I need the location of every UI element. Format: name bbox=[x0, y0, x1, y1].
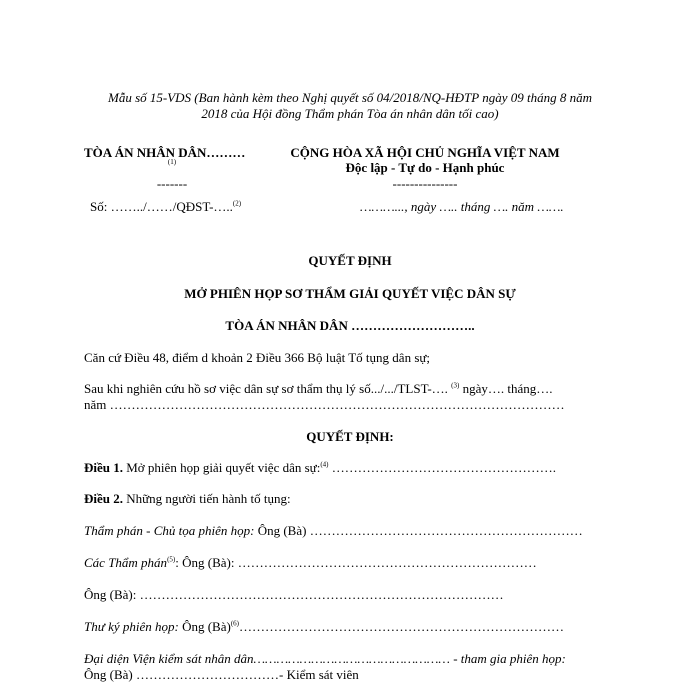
left-divider: ------- bbox=[156, 176, 188, 191]
judges-line: Các Thẩm phán$^{(5)}$: Ông (Bà): …………………………………………………………… bbox=[84, 555, 537, 570]
national-motto: Độc lập - Tự do - Hạnh phúc bbox=[345, 160, 505, 175]
clerk-line: Thư ký phiên họp: Ông (Bà)$^{(6)}$………………………………………………………………… bbox=[84, 619, 564, 634]
decision-heading: QUYẾT ĐỊNH: bbox=[306, 429, 394, 444]
procuracy-line: Đại diện Viện kiểm sát nhân dân…………………………………………… - tham gia phiên họp: bbox=[84, 651, 566, 666]
court-name: TÒA ÁN NHÂN DÂN……… bbox=[84, 145, 246, 160]
right-divider: --------------- bbox=[392, 176, 458, 191]
court-footnote: (1) bbox=[167, 158, 177, 166]
form-note-line-2: 2018 của Hội đồng Thẩm phán Tòa án nhân dân tối cao) bbox=[201, 106, 499, 121]
article-2: Điều 2. Những người tiến hành tố tụng: bbox=[84, 491, 291, 506]
article-1: Điều 1. Mở phiên họp giải quyết việc dân sự:$^{(4)}$ ……………………………………………. bbox=[84, 460, 557, 475]
second-judge-line: Ông (Bà): ………………………………………………………………………… bbox=[84, 587, 504, 602]
year-line: năm …………………………………………………………………………………………… bbox=[84, 397, 565, 412]
document-subtitle: MỞ PHIÊN HỌP SƠ THẨM GIẢI QUYẾT VIỆC DÂN SỰ bbox=[184, 286, 516, 301]
legal-basis: Căn cứ Điều 48, điểm d khoản 2 Điều 366 Bộ luật Tố tụng dân sự; bbox=[84, 350, 431, 365]
form-note-line-1: Mẫu số 15-VDS (Ban hành kèm theo Nghị quyết số 04/2018/NQ-HĐTP ngày 09 tháng 8 năm bbox=[108, 90, 592, 105]
issuing-court: TÒA ÁN NHÂN DÂN ……………………….. bbox=[225, 318, 475, 333]
document-title: QUYẾT ĐỊNH bbox=[308, 253, 392, 268]
date-line: ………..., ngày ….. tháng …. năm ……. bbox=[360, 199, 564, 214]
country-name: CỘNG HÒA XÃ HỘI CHỦ NGHĨA VIỆT NAM bbox=[290, 145, 560, 160]
presiding-judge-line: Thẩm phán - Chủ tọa phiên họp: Ông (Bà) ……………………………………………………… bbox=[84, 523, 583, 538]
review-statement: Sau khi nghiên cứu hồ sơ việc dân sự sơ thẩm thụ lý số.../.../TLST-…. $^{(3)}$ ngày…. tháng…. bbox=[84, 381, 553, 396]
prosecutor-line: Ông (Bà) ……………………………- Kiểm sát viên bbox=[84, 667, 359, 682]
decision-number: Số: ……../……/QĐST-…..$^{(2)}$ bbox=[90, 199, 242, 214]
